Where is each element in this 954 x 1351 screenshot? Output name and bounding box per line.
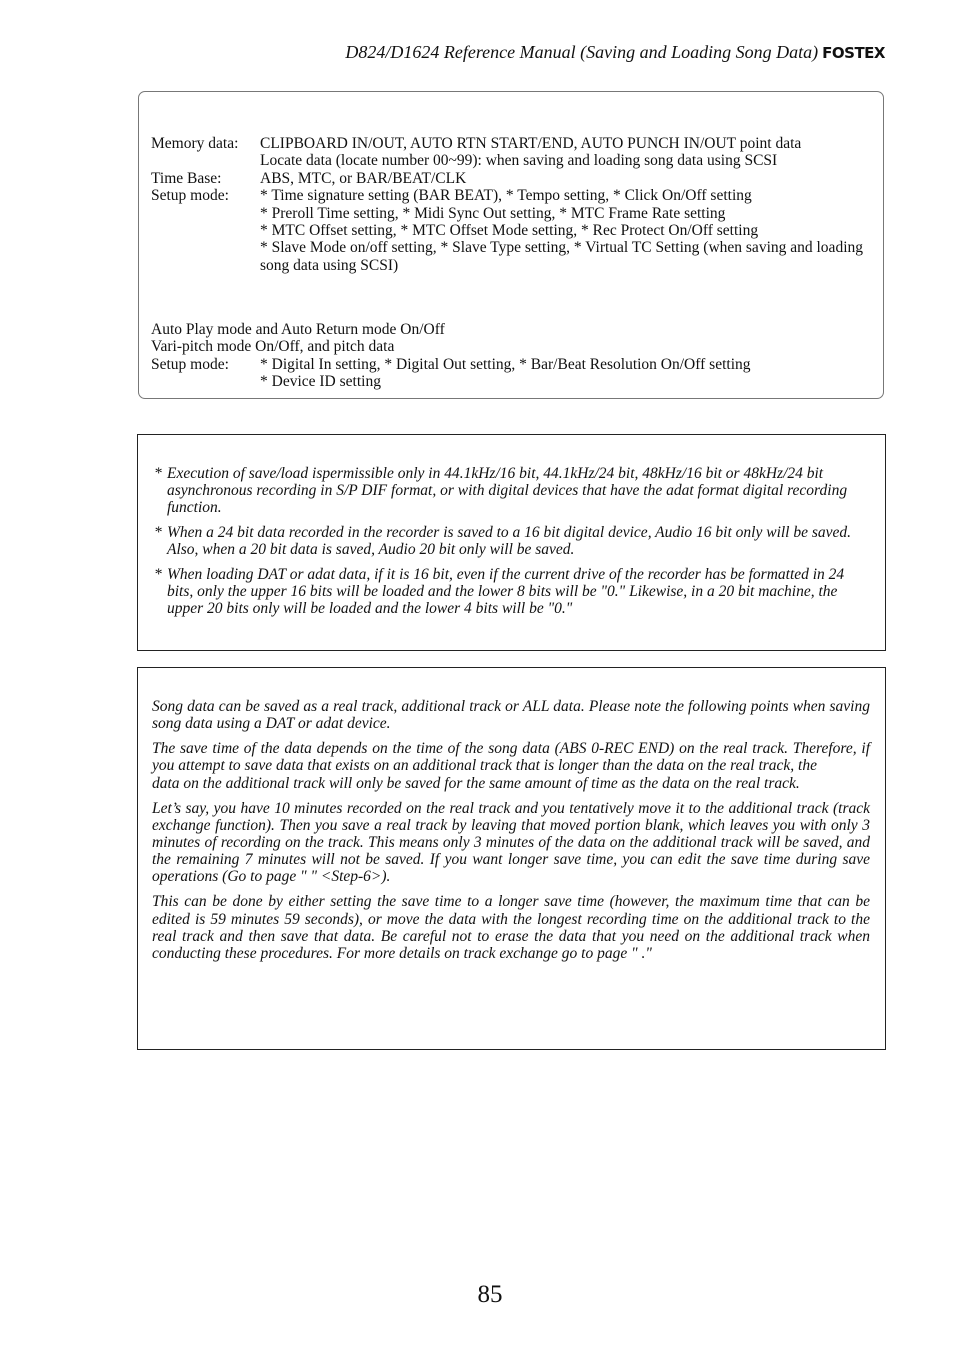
info-box (137, 667, 886, 1050)
setup-mode-line: * Preroll Time setting, * Midi Sync Out setting, * MTC Frame Rate setting (260, 204, 726, 222)
info-paragraph: data on the additional track will only be saved for the same amount of time as the data on the real track. (152, 774, 800, 792)
auto-play-line: Auto Play mode and Auto Return mode On/Off (151, 321, 445, 338)
note-text: When a 24 bit data recorded in the recorder is saved to a 16 bit digital device, Audio 16 bit only will be saved. Also, when a 20 bit data is saved, Audio 20 bit only will be saved. (167, 524, 852, 559)
unsaved-items-list (151, 321, 879, 391)
info-paragraph: The save time of the data depends on the time of the song data (ABS 0-REC END) on the real track. Therefore, if you attempt to save data that exists on an additional track that is longer than the data on the real track, the (152, 740, 870, 775)
setup-mode-line: * Time signature setting (BAR BEAT), * Tempo setting, * Click On/Off setting (260, 187, 752, 205)
info-paragraph: Let’s say, you have 10 minutes recorded on the real track and you tentatively move it to the additional track (track exchange function). Then you save a real track by leaving that moved portion blank, which leaves you with only 3 minutes of recording on the track. This means only 3 minutes of the data on the additional track will be saved, and the remaining 7 minutes will not be saved. If you want longer save time, you can edit the save time during save operations (Go to page " " <Step-6>). (152, 799, 870, 886)
unsaved-setup-row (151, 356, 879, 391)
vari-pitch-line: Vari-pitch mode On/Off, and pitch data (151, 338, 395, 356)
notes-box (137, 434, 886, 651)
note-item (154, 465, 870, 517)
note-item (154, 524, 870, 558)
bullet-star: * (154, 465, 162, 482)
note-item (154, 566, 870, 618)
info-paragraph: This can be done by either setting the save time to a longer save time (however, the maximum time that can be edited is 59 minutes 59 seconds), or move the data with the longest recording time on the additional track to the real track and then save that data. Be careful not to erase the data that you need on the additional track when conducting these procedures. For more details on track exchange go to page " ." (152, 893, 870, 963)
memory-data-row (151, 135, 879, 170)
time-base-row (151, 170, 879, 187)
note-text: When loading DAT or adat data, if it is 16 bit, even if the current drive of the recorder has be formatted in 24 bits, only the upper 16 bits will be loaded and the lower 8 bits will be "0." Likewise, in a 20 bit machine, the upper 20 bits only will be loaded and the lower 4 bits will be "0." (167, 566, 845, 618)
time-base-value: ABS, MTC, or BAR/BEAT/CLK (260, 169, 467, 187)
setup-mode-row (151, 187, 879, 274)
setup-mode-label: Setup mode: (151, 187, 229, 205)
header-title: D824/D1624 Reference Manual (Saving and Loading Song Data) (345, 42, 819, 62)
time-base-label: Time Base: (151, 169, 222, 187)
page-header (345, 42, 885, 63)
page-number: 85 (477, 1281, 503, 1308)
memory-data-label: Memory data: (151, 135, 239, 152)
bullet-star: * (154, 524, 162, 542)
unsaved-setup-label: Setup mode: (151, 355, 229, 373)
bullet-star: * (154, 566, 162, 584)
note-text: Execution of save/load ispermissible only in 44.1kHz/16 bit, 44.1kHz/24 bit, 48kHz/16 bit or 48kHz/24 bit asynchronous recording in S/P DIF format, or with digital devices that have the adat format digital recording function. (167, 465, 848, 517)
saved-data-box (138, 91, 884, 399)
memory-data-line: Locate data (locate number 00~99): when saving and loading song data using SCSI (260, 152, 778, 170)
saved-items-list (151, 135, 879, 274)
info-paragraph: Song data can be saved as a real track, additional track or ALL data. Please note the following points when saving song data using a DAT or adat device. (152, 698, 870, 733)
memory-data-line: CLIPBOARD IN/OUT, AUTO RTN START/END, AUTO PUNCH IN/OUT point data (260, 135, 802, 152)
unsaved-setup-line: * Device ID setting (260, 373, 381, 391)
setup-mode-line: * Slave Mode on/off setting, * Slave Type setting, * Virtual TC Setting (when saving and loading song data using SCSI) (260, 239, 863, 274)
unsaved-setup-line: * Digital In setting, * Digital Out setting, * Bar/Beat Resolution On/Off setting (260, 355, 751, 373)
setup-mode-line: * MTC Offset setting, * MTC Offset Mode setting, * Rec Protect On/Off setting (260, 222, 759, 240)
brand-logo: FOSTEX (822, 44, 885, 62)
